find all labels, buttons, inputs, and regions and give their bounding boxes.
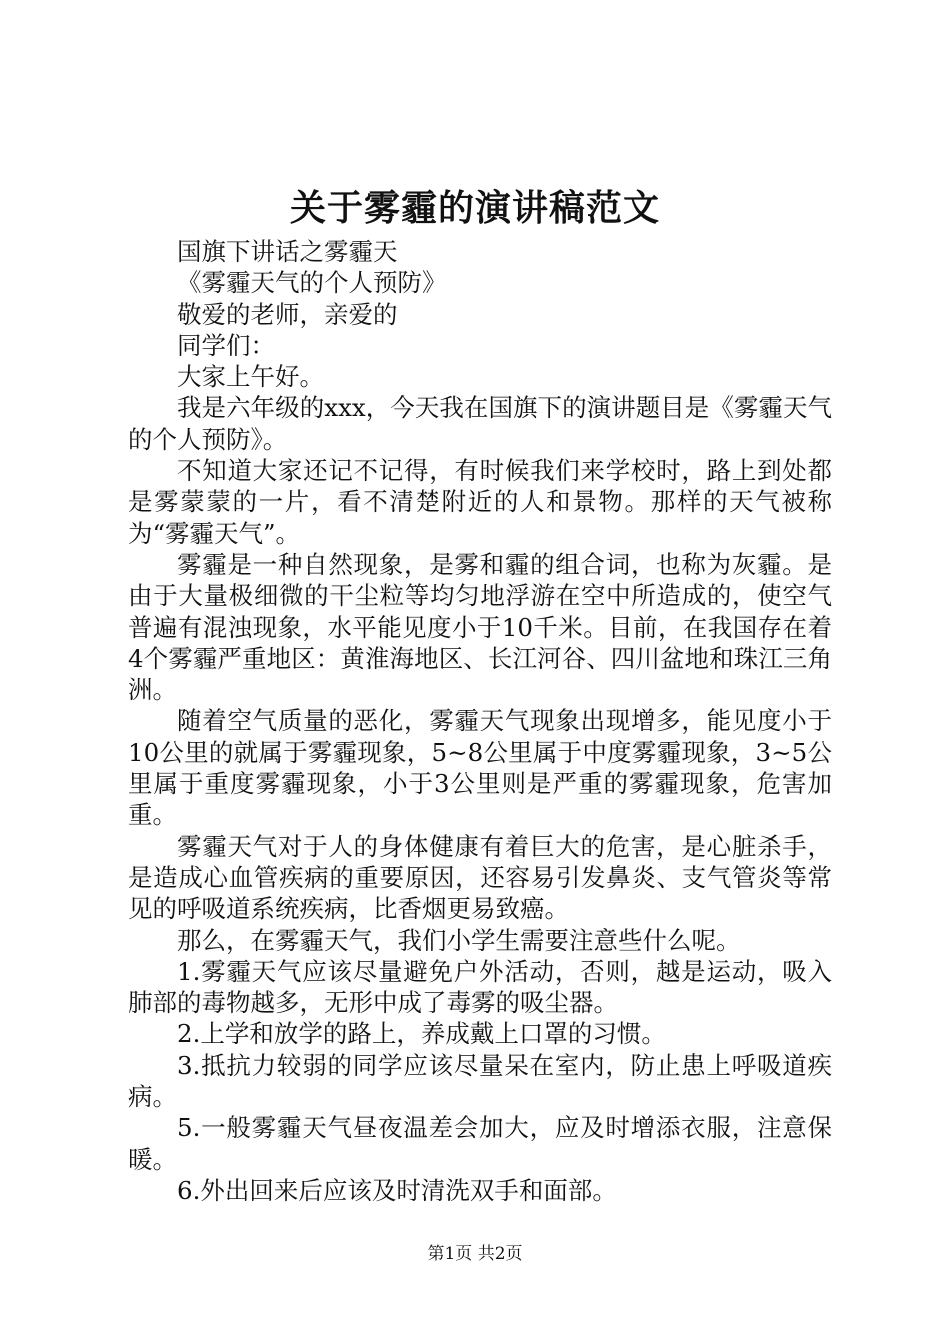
- paragraph: 2.上学和放学的路上，养成戴上口罩的习惯。: [177, 1019, 666, 1049]
- page-footer: 第1页 共2页: [427, 1244, 523, 1264]
- paragraph: 5.一般雾霾天气昼夜温差会加大，应及时增添衣服，注意保暖。: [128, 1113, 832, 1174]
- paragraph: 《雾霾天气的个人预防》: [177, 268, 447, 298]
- paragraph: 雾霾天气对于人的身体健康有着巨大的危害，是心脏杀手，是造成心血管疾病的重要原因，还容易引发鼻炎、支气管炎等常见的呼吸道系统疾病，比香烟更易致癌。: [128, 831, 832, 924]
- paragraph: 不知道大家还记不记得，有时候我们来学校时，路上到处都是雾蒙蒙的一片，看不清楚附近的人和景物。那样的天气被称为“雾霾天气”。: [128, 456, 832, 548]
- paragraph: 同学们：: [177, 330, 275, 360]
- document-title: 关于雾霾的演讲稿范文: [289, 187, 660, 229]
- paragraph: 大家上午好。: [177, 362, 324, 392]
- paragraph: 国旗下讲话之雾霾天: [177, 237, 398, 266]
- paragraph: 随着空气质量的恶化，雾霾天气现象出现增多，能见度小于10公里的就属于雾霾现象，5~8公里属于中度雾霾现象，3~5公里属于重度雾霾现象，小于3公里则是严重的雾霾现象，危害加重。: [128, 706, 832, 830]
- paragraph: 敬爱的老师，亲爱的: [177, 299, 398, 329]
- paragraph: 雾霾是一种自然现象，是雾和霾的组合词，也称为灰霾。是由于大量极细微的干尘粒等均匀地浮游在空中所造成的，使空气普遍有混浊现象，水平能见度小于10千米。目前，在我国存在着4个雾霾严重地区：黄淮海地区、长江河谷、四川盆地和珠江三角洲。: [128, 549, 832, 705]
- paragraph: 那么，在雾霾天气，我们小学生需要注意些什么呢。: [177, 925, 741, 955]
- paragraph: 3.抵抗力较弱的同学应该尽量呆在室内，防止患上呼吸道疾病。: [128, 1050, 832, 1112]
- paragraph: 6.外出回来后应该及时清洗双手和面部。: [177, 1175, 617, 1205]
- document-body: [128, 236, 832, 1206]
- paragraph: 我是六年级的xxx，今天我在国旗下的演讲题目是《雾霾天气的个人预防》。: [128, 393, 832, 454]
- paragraph: 1.雾霾天气应该尽量避免户外活动，否则，越是运动，吸入肺部的毒物越多，无形中成了毒雾的吸尘器。: [128, 956, 832, 1018]
